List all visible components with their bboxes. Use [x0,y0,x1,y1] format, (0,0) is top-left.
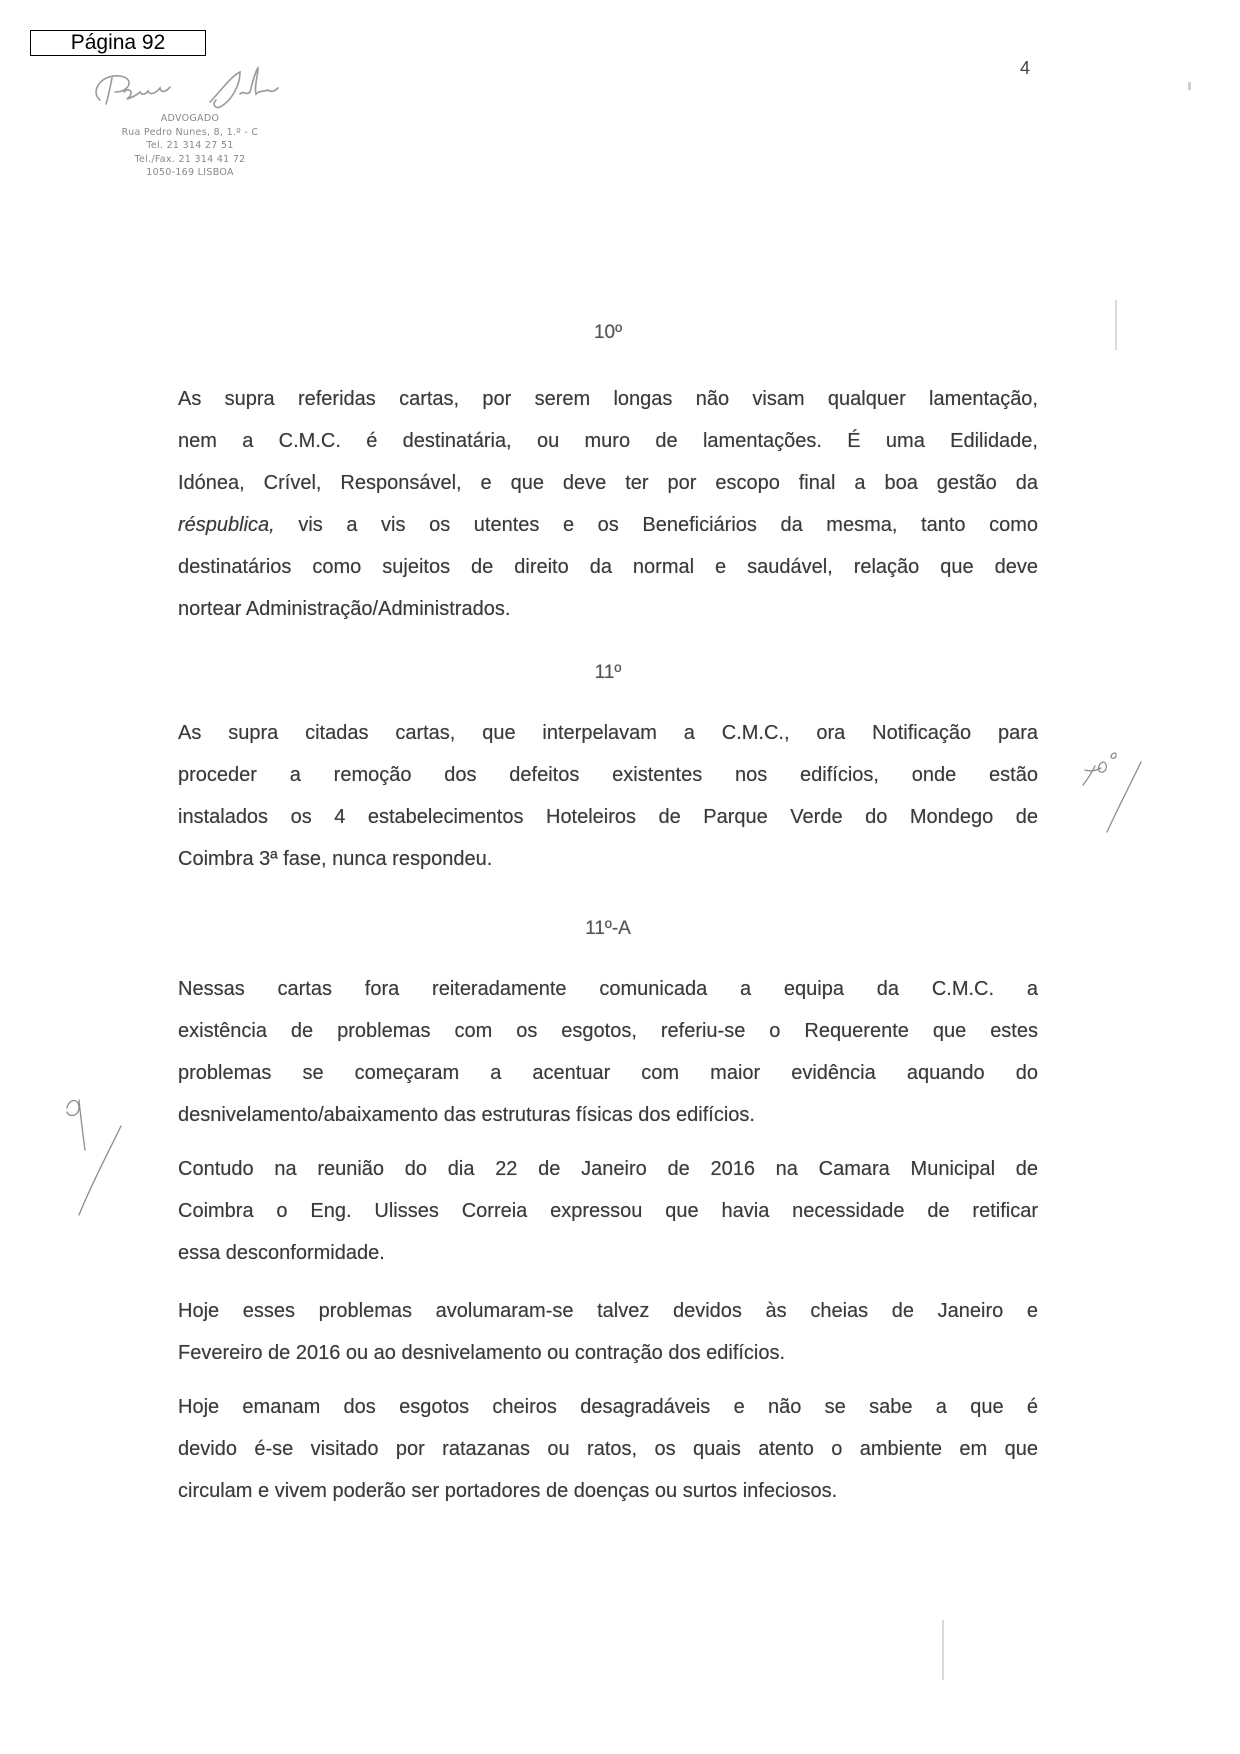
letterhead [90,62,290,180]
page-label-box: Página 92 [30,30,206,56]
article-heading: 11º [594,662,622,683]
letterhead-line: Rua Pedro Nunes, 8, 1.º - C [121,126,259,138]
text-line: devido é-se visitado por ratazanas ou ratos, os quais atento o ambiente em que [178,1438,1038,1460]
text-line: nortear Administração/Administrados. [178,598,511,620]
text-line: As supra referidas cartas, por serem longas não visam qualquer lamentação, [178,388,1038,410]
text-line: circulam e vivem poderão ser portadores de doenças ou surtos infeciosos. [178,1480,838,1502]
letterhead-title: ADVOGADO [160,113,220,124]
text-line: Hoje esses problemas avolumaram-se talvez devidos às cheias de Janeiro e [178,1300,1038,1322]
text-line: Coimbra 3ª fase, nunca respondeu. [178,848,493,870]
letterhead-line: Tel. 21 314 27 51 [146,140,234,151]
text-line: existência de problemas com os esgotos, referiu-se o Requerente que estes [178,1020,1038,1042]
signature-logo [90,62,290,112]
text-line: Nessas cartas fora reiteradamente comunicada a equipa da C.M.C. a [178,978,1038,1000]
paragraph [178,712,1038,880]
text-line: Coimbra o Eng. Ulisses Correia expressou que havia necessidade de retificar [178,1200,1038,1222]
handwritten-note-right [1075,740,1155,840]
margin-note-left-text: 9 [55,1090,56,1091]
text-line: destinatários como sujeitos de direito da normal e saudável, relação que deve [178,556,1038,578]
text-line: problemas se começaram a acentuar com maior evidência aquando do [178,1062,1038,1084]
text-line: desnivelamento/abaixamento das estruturas físicas dos edifícios. [178,1104,755,1126]
text-line: instalados os 4 estabelecimentos Hoteleiros de Parque Verde do Mondego de [178,806,1038,828]
paragraph [178,378,1038,630]
margin-note-right-text: 10º [1075,740,1077,741]
text-line: proceder a remoção dos defeitos existentes nos edifícios, onde estão [178,764,1038,786]
article-heading: 10º [593,322,623,343]
text-line: Fevereiro de 2016 ou ao desnivelamento ou contração dos edifícios. [178,1342,786,1364]
text-line: Contudo na reunião do dia 22 de Janeiro de 2016 na Camara Municipal de [178,1158,1038,1180]
text-line: Hoje emanam dos esgotos cheiros desagradáveis e não se sabe a que é [178,1396,1038,1418]
text-line: Idónea, Crível, Responsável, e que deve ter por escopo final a boa gestão da [178,472,1038,494]
text-fragment: vis a vis os utentes e os Beneficiários da mesma, tanto como [298,514,1038,536]
scan-artifact [942,1620,944,1680]
text-line: As supra citadas cartas, que interpelavam a C.M.C., ora Notificação para [178,722,1038,744]
paragraph [178,1290,1038,1374]
text-line: nem a C.M.C. é destinatária, ou muro de lamentações. É uma Edilidade, [178,430,1038,452]
paragraph [178,1148,1038,1274]
scan-artifact [1188,82,1191,90]
italic-word: réspublica, [178,514,275,536]
text-line: essa desconformidade. [178,1242,385,1264]
page-number: 4 [1020,58,1031,78]
paragraph [178,1386,1038,1512]
letterhead-line: Tel./Fax. 21 314 41 72 [134,153,246,165]
handwritten-note-left [55,1090,135,1220]
scan-artifact [1115,300,1117,350]
letterhead-line: 1050-169 LISBOA [146,167,234,178]
article-heading: 11º-A [585,918,631,939]
signature-text: Barata Júlio [100,105,110,107]
paragraph [178,968,1038,1136]
text-line-mixed [178,504,1038,546]
